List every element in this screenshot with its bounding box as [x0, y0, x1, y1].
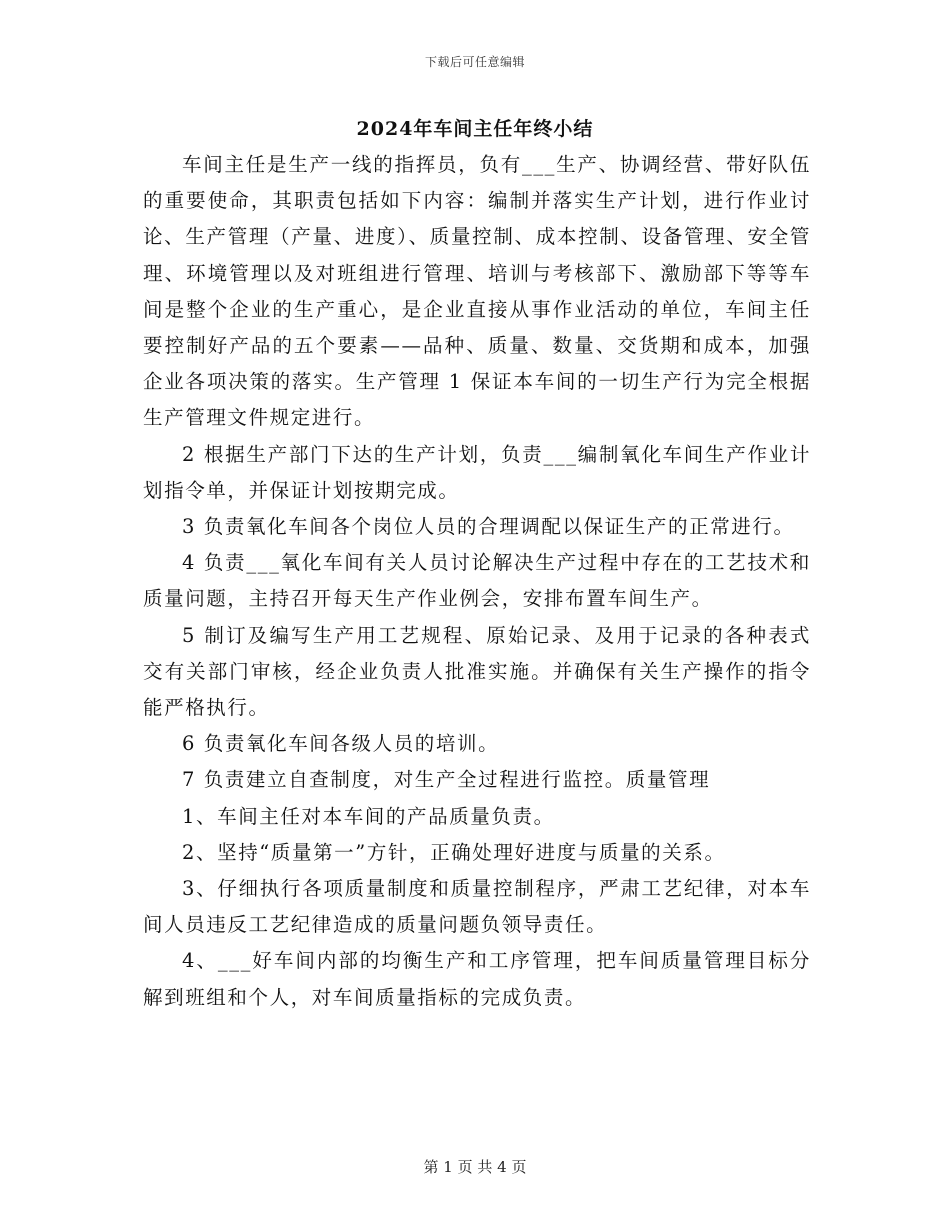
paragraph-quality-1: 1、车间主任对本车间的产品质量负责。 — [182, 804, 555, 828]
paragraph-quality-2: 2、坚持“质量第一”方针，正确处理好进度与质量的关系。 — [182, 840, 726, 864]
paragraph-item-7: 7 负责建立自查制度，对生产全过程进行监控。质量管理 — [182, 768, 711, 792]
paragraph-item-5: 5 制订及编写生产用工艺规程、原始记录、及用于记录的各种表式交有关部门审核，经企业负责人批准实施。并确保有关生产操作的指令能严格执行。 — [143, 623, 811, 720]
page-header-note: 下载后可任意编辑 — [424, 55, 525, 69]
paragraph-item-4: 4 负责___氧化车间有关人员讨论解决生产过程中存在的工艺技术和质量问题，主持召开每天生产作业例会，安排布置车间生产。 — [143, 551, 811, 611]
paragraph-item-6: 6 负责氧化车间各级人员的培训。 — [182, 732, 500, 756]
document-body — [143, 147, 811, 1016]
paragraph-item-2: 2 根据生产部门下达的生产计划，负责___编制氧化车间生产作业计划指令单，并保证计划按期完成。 — [143, 442, 811, 502]
paragraph-quality-3: 3、仔细执行各项质量制度和质量控制程序，严肃工艺纪律，对本车间人员违反工艺纪律造成的质量问题负领导责任。 — [143, 877, 811, 937]
document-title: 2024年车间主任年终小结 — [356, 118, 594, 140]
paragraph-intro: 车间主任是生产一线的指挥员，负有___生产、协调经营、带好队伍的重要使命，其职责包括如下内容：编制并落实生产计划，进行作业讨论、生产管理（产量、进度）、质量控制、成本控制、设备管理、安全管理、环境管理以及对班组进行管理、培训与考核部下、激励部下等等车间是整个企业的生产重心，是企业直接从事作业活动的单位，车间主任要控制好产品的五个要素——品种、质量、数量、交货期和成本，加强企业各项决策的落实。生产管理 1 保证本车间的一切生产行为完全根据生产管理文件规定进行。 — [143, 153, 811, 430]
paragraph-item-3: 3 负责氧化车间各个岗位人员的合理调配以保证生产的正常进行。 — [182, 515, 795, 539]
paragraph-quality-4: 4、___好车间内部的均衡生产和工序管理，把车间质量管理目标分解到班组和个人，对车间质量指标的完成负责。 — [143, 949, 811, 1009]
page-number: 第 1 页 共 4 页 — [423, 1158, 527, 1176]
